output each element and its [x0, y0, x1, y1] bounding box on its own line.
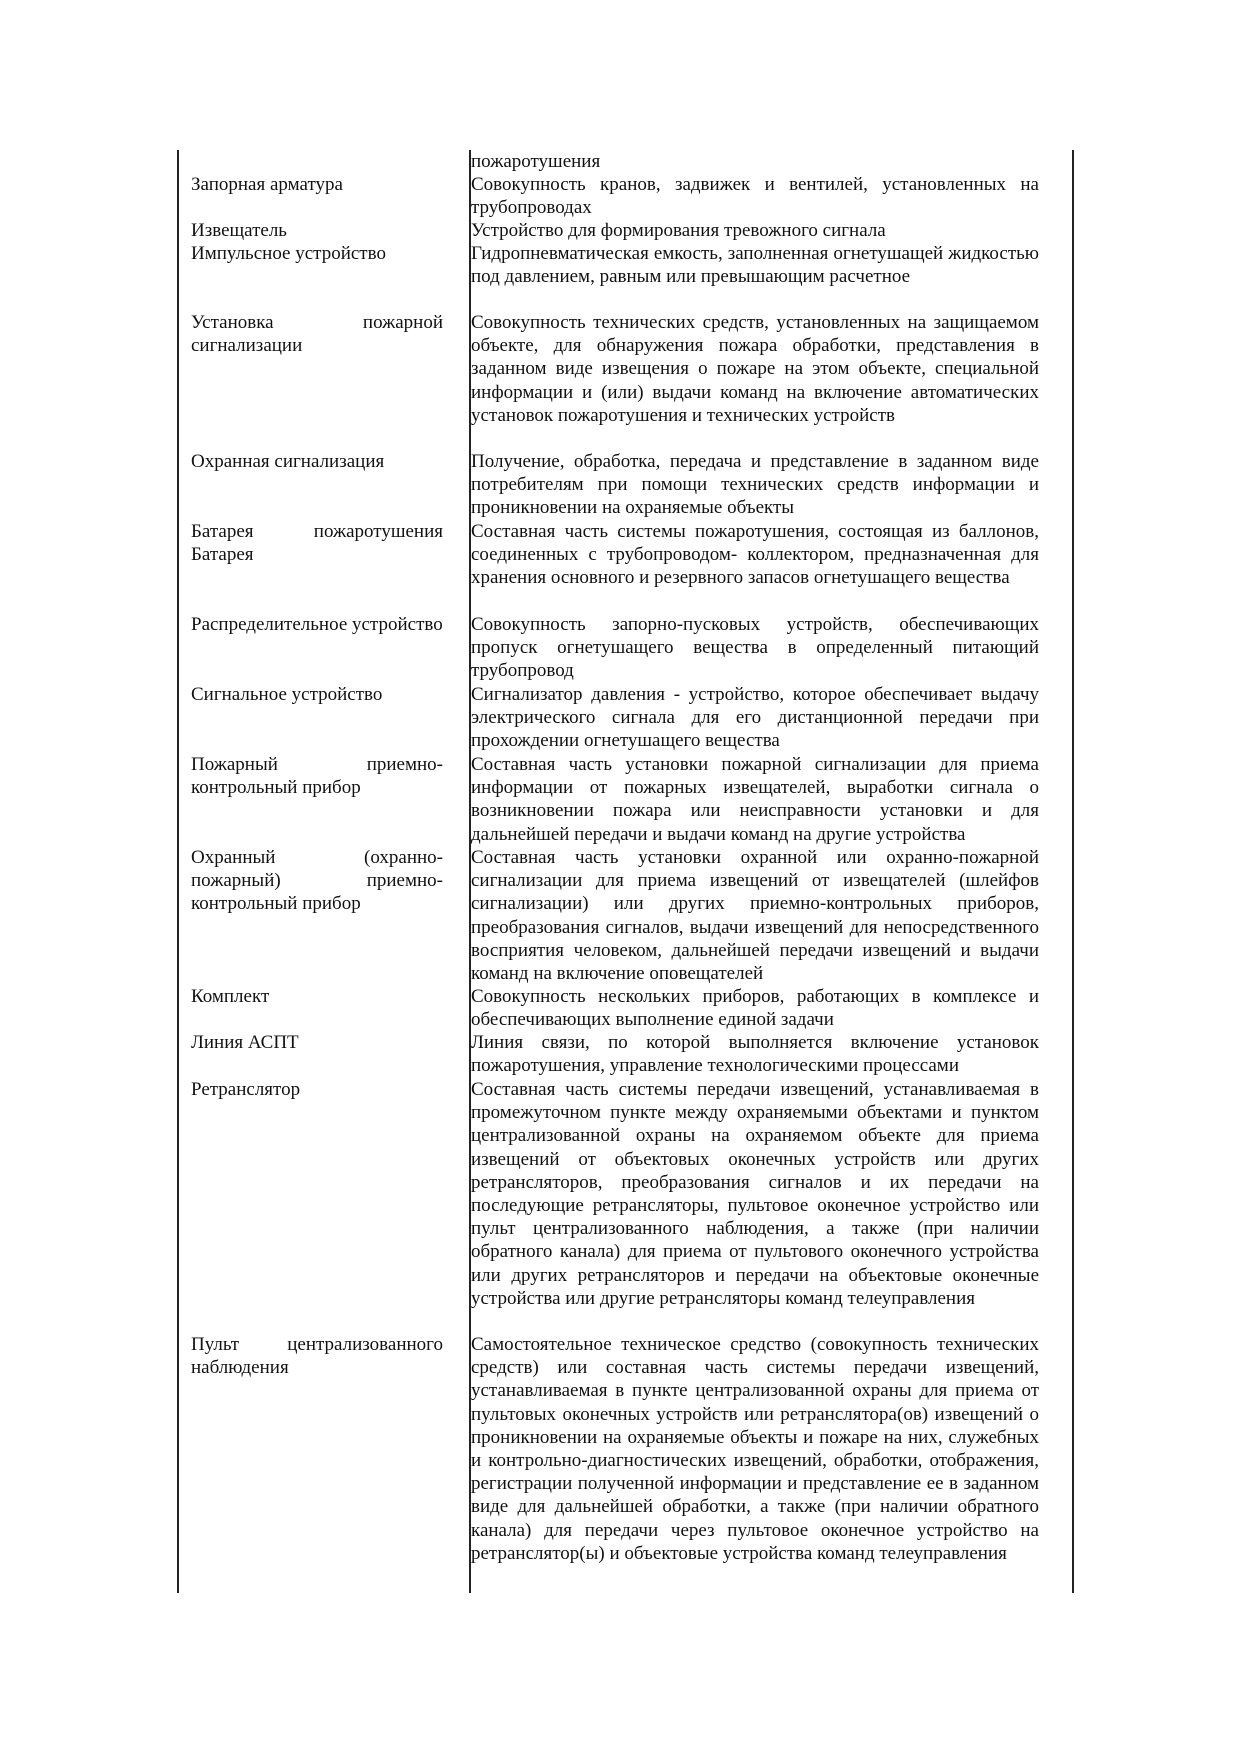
- definition-cell: Гидропневматическая емкость, заполненная огнетушащей жидкостью под давлением, равным или превышающим расчетное: [471, 243, 1039, 288]
- table-row: [179, 1333, 1072, 1593]
- term-cell: Пульт централизованного наблюдения: [191, 1334, 443, 1379]
- term-cell: Пожарный приемно-контрольный прибор: [191, 754, 443, 799]
- table-row: [179, 1031, 1072, 1078]
- table-row: [179, 683, 1072, 753]
- table-row: [179, 613, 1072, 683]
- term-cell: Линия АСПТ: [191, 1032, 299, 1053]
- definition-cell: Совокупность технических средств, установленных на защищаемом объекте, для обнаружения пожара обработки, представления в заданном виде извещения о пожаре на этом объекте, специальной информации и (или) выдачи команд на включение автоматических установок пожаротушения и технических устройств: [471, 312, 1039, 426]
- table-row: [179, 242, 1072, 311]
- table-row: [179, 219, 1072, 242]
- definition-cell: Совокупность нескольких приборов, работающих в комплексе и обеспечивающих выполнение единой задачи: [471, 986, 1039, 1031]
- table-row: [179, 520, 1072, 613]
- term-cell: Распределительное устройство: [191, 614, 443, 635]
- definition-cell: Совокупность запорно-пусковых устройств, обеспечивающих пропуск огнетушащего вещества в определенный питающий трубопровод: [471, 614, 1039, 682]
- column-divider: [469, 150, 471, 1593]
- term-cell: Охранный (охранно-пожарный) приемно-контрольный прибор: [191, 847, 443, 915]
- term-cell: Ретранслятор: [191, 1079, 301, 1100]
- table-row: [179, 1078, 1072, 1333]
- table-row: [179, 150, 1072, 173]
- definition-cell: Совокупность кранов, задвижек и вентилей, установленных на трубопроводах: [471, 174, 1039, 219]
- definition-cell: Сигнализатор давления - устройство, которое обеспечивает выдачу электрического сигнала для его дистанционной передачи при прохождении огнетушащего вещества: [471, 684, 1039, 752]
- term-cell: Сигнальное устройство: [191, 684, 383, 705]
- table-row: [179, 985, 1072, 1031]
- terms-table: [177, 150, 1074, 1593]
- definition-cell: Составная часть системы пожаротушения, состоящая из баллонов, соединенных с трубопроводом- коллектором, предназначенная для хранения основного и резервного запасов огнетушащего вещества: [471, 521, 1039, 589]
- definition-cell: Получение, обработка, передача и представление в заданном виде потребителям при помощи технических средств информации и проникновении на охраняемые объекты: [471, 451, 1039, 519]
- table-row: [179, 173, 1072, 219]
- definition-cell: Составная часть установки охранной или охранно-пожарной сигнализации для приема извещений от извещателей (шлейфов сигнализации) или других приемно-контрольных приборов, преобразования сигналов, выдачи извещений для непосредственного восприятия человеком, дальнейшей передачи извещений и выдачи команд на включение оповещателей: [471, 847, 1039, 985]
- table-row: [179, 311, 1072, 450]
- term-cell: Извещатель: [191, 220, 287, 241]
- term-cell: Батарея пожаротушения Батарея: [191, 521, 443, 566]
- definition-cell: Устройство для формирования тревожного сигнала: [471, 220, 886, 241]
- table-row: [179, 846, 1072, 985]
- table-row: [179, 753, 1072, 846]
- term-cell: Охранная сигнализация: [191, 451, 385, 472]
- term-cell: Комплект: [191, 986, 270, 1007]
- definition-cell: Составная часть системы передачи извещений, устанавливаемая в промежуточном пункте между охраняемыми объектами и пунктом централизованной охраны на охраняемом объекте для приема извещений от объектовых оконечных устройств или других ретрансляторов, преобразования сигналов и их передачи на последующие ретрансляторы, пультовое оконечное устройство или пульт централизованного наблюдения, а также (при наличии обратного канала) для приема от пультового оконечного устройства или других ретрансляторов и передачи на объектовые оконечные устройства или другие ретрансляторы команд телеуправления: [471, 1079, 1039, 1309]
- definition-cell: Составная часть установки пожарной сигнализации для приема информации от пожарных извещателей, выработки сигнала о возникновении пожара или неисправности установки и для дальнейшей передачи и выдачи команд на другие устройства: [471, 754, 1039, 845]
- term-cell: Запорная арматура: [191, 174, 343, 195]
- table-row: [179, 450, 1072, 520]
- term-cell: Установка пожарной сигнализации: [191, 312, 443, 357]
- definition-cell: Линия связи, по которой выполняется включение установок пожаротушения, управление технологическими процессами: [471, 1032, 1039, 1077]
- definition-cell: пожаротушения: [471, 151, 601, 172]
- term-cell: Импульсное устройство: [191, 243, 386, 264]
- definition-cell: Самостоятельное техническое средство (совокупность технических средств) или составная часть системы передачи извещений, устанавливаемая в пункте централизованной охраны для приема от пультовых оконечных устройств или ретранслятора(ов) извещений о проникновении на охраняемые объекты и пожаре на них, служебных и контрольно-диагностических извещений, обработки, отображения, регистрации полученной информации и представление ее в заданном виде для дальнейшей обработки, а также (при наличии обратного канала) для передачи через пультовое оконечное устройство на ретранслятор(ы) и объектовые устройства команд телеуправления: [471, 1334, 1039, 1564]
